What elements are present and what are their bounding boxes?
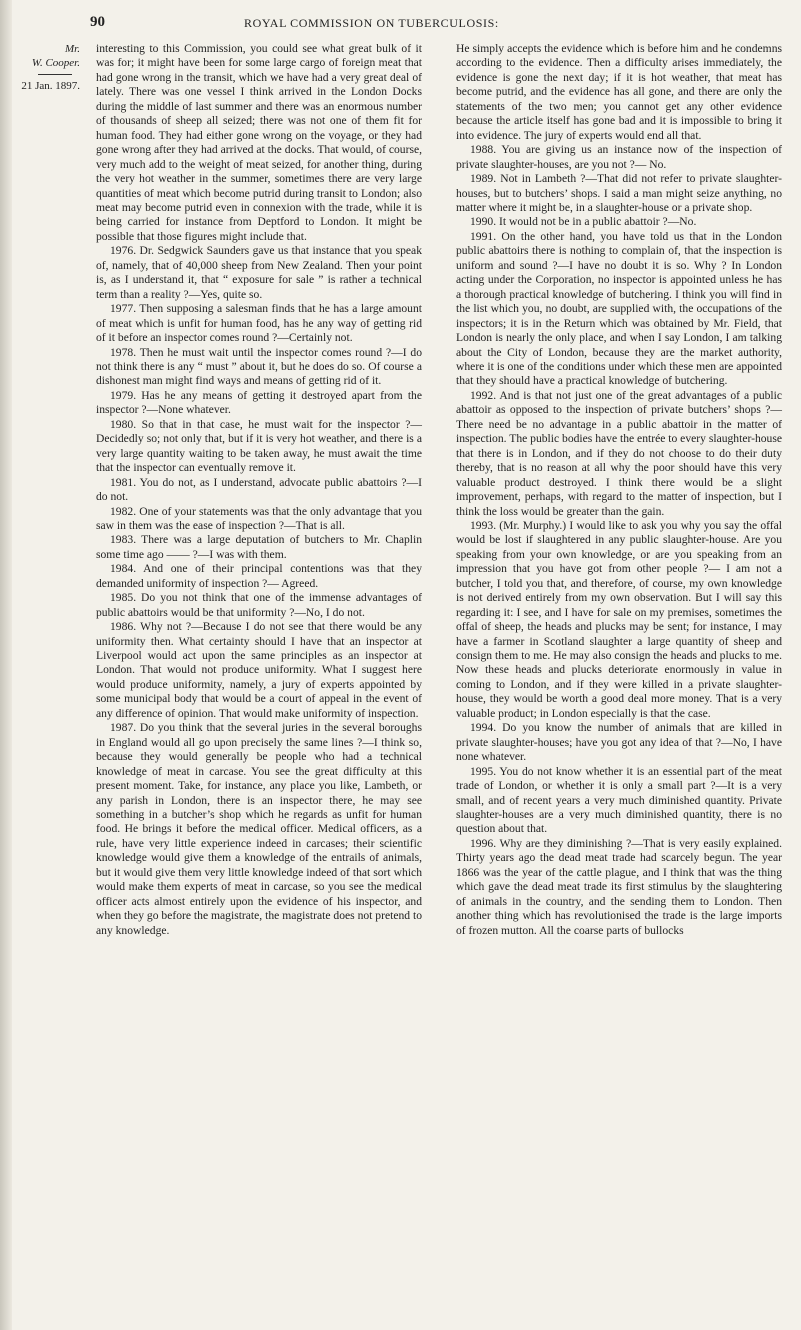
question-1984: 1984. And one of their principal contentions was that they demanded uniformity of inspection ?— Agreed. (96, 562, 422, 590)
testimony-date: 21 Jan. 1897. (21, 80, 80, 92)
page-binding-shadow (0, 0, 12, 1330)
question-1981: 1981. You do not, as I understand, advocate public abattoirs ?—I do not. (96, 475, 422, 504)
question-1977: 1977. Then supposing a salesman finds that he has a large amount of meat which is unfit for human food, has he any way of getting rid of it before an inspector comes round ?—Certainly not. (96, 302, 422, 345)
page-header (0, 8, 801, 32)
question-1980: 1980. So that in that case, he must wait for the inspector ?—Decidedly so; not only that, but if it is very hot weather, and there is a very large quantity waiting to be taken away, he must await the time that the inspector can eventually remove it. (96, 417, 422, 475)
question-1992: 1992. And is that not just one of the great advantages of a public abattoir as opposed to the inspection of private butchers’ shops ?—There need be no advantage in a public abattoir in the matter of inspection. The public bodies have the entrée to every slaughter-house that there is in London, and if they do not choose to do their duty thereby, that is no reason at all why the poor should have this very valuable product destroyed. I think there would be a slight improvement, perhaps, with regard to the matter of inspection, but I think the loss would be greater than the gain. (456, 388, 783, 518)
question-1993: 1993. (Mr. Murphy.) I would like to ask you why you say the offal would be lost if slaughtered in any public slaughter-house. Are you speaking from your own knowledge, or are you speaking from an impression that you have got from other people ?— I am not a butcher, I told you that, and therefore, of course, my own knowledge is not derived entirely from my own observation. But I will say this regarding it: I see, and I have for sale on my premises, sometimes the offal of sheep, the heads and plucks may be sent; for instance, I may have a farmer in Scotland slaughter a large quantity of sheep and consign them to me. He may also consign the heads and plucks to me. Now these heads and plucks deteriorate enormously in value in coming to London, and if they were killed in a private slaughter-house, they would be worth a good deal more money. That is a very valuable product; in London especially is that the case. (456, 518, 782, 720)
question-1994: 1994. Do you know the number of animals that are killed in private slaughter-houses; have you got any idea of that ?—No, I have none whatever. (456, 721, 782, 764)
question-1976: 1976. Dr. Sedgwick Saunders gave us that instance that you speak of, namely, that of 40,000 sheep from New Zealand. Then your point is, as I understand it, that “ exposure for sale ” is rather a technical term than a reality ?—Yes, quite so. (96, 244, 422, 301)
question-1990: 1990. It would not be in a public abattoir ?—No. (470, 215, 697, 229)
question-1983: 1983. There was a large deputation of butchers to Mr. Chaplin some time ago —— ?—I was with them. (96, 533, 422, 561)
margin-rule (38, 74, 72, 75)
margin-witness-note (12, 42, 84, 93)
question-1979: 1979. Has he any means of getting it destroyed apart from the inspector ?—None whatever. (96, 388, 422, 417)
left-column (96, 42, 422, 938)
witness-title: Mr. (65, 43, 80, 55)
question-1978: 1978. Then he must wait until the inspector comes round ?—I do not think there is any “ must ” about it, but he does do so. Of course a dishonest man might find ways and means of getting rid of it. (96, 345, 422, 388)
question-1987: 1987. Do you think that the several juries in the several boroughs in England would all go upon precisely the same lines ?—I think so, because they would generally be people who had a technical knowledge of meat in carcase. You see the great difficulty at this present moment. Take, for instance, any place you like, Lambeth, or any parish in London, there is an inspector there, he may see something in a butcher’s shop which he regards as unfit for human food. He brings it before the medical officer. Medical officers, as a rule, have very little experience indeed in carcases; their scientific knowledge would give them a knowledge of the entrails of animals, but it would give them very little knowledge indeed of that sort which would make them experts of meat in carcase, so you see the medical officer acts almost entirely upon the evidence of his inspector, and when they go before the magistrate, the magistrate does not pretend to any knowledge. (96, 721, 422, 937)
question-1988: 1988. You are giving us an instance now of the inspection of private slaughter-houses, are you not ?— No. (456, 143, 782, 171)
question-1991: 1991. On the other hand, you have told us that in the London public abattoirs there is nothing to complain of, that the inspection is uniform and sound ?—I have no doubt it is so. Why ? In London acting under the Corporation, no inspector is appointed unless he has a thorough practical knowledge of butchering. I think you will find in the list which you, no doubt, are supplied with, the occupations of the inspectors; it is in the Return which was obtained by Mr. Field, that London is nearly the only place, and when I say London, I am talking about the City of London, because they are the market authority, where it is one of the conditions under which these men are appointed that they should have a practical knowledge of butchering. (456, 229, 782, 388)
question-1996: 1996. Why are they diminishing ?—That is very easily explained. Thirty years ago the dead meat trade had scarcely begun. The year 1866 was the year of the cattle plague, and I think that was the thing which gave the dead meat trade its first stimulus by the slaughtering of animals in the country, and the sending them to London. Then another thing which has revolutionised the trade is the large imports of frozen mutton. All the coarse parts of bullocks (456, 836, 782, 937)
page-number: 90 (90, 14, 105, 30)
right-column (456, 42, 782, 938)
running-title: ROYAL COMMISSION ON TUBERCULOSIS: (244, 16, 499, 30)
question-1995: 1995. You do not know whether it is an essential part of the meat trade of London, or whether it is only a small part ?—It is a very small, and of recent years a very much diminished quantity. Private slaughter-houses are a very much diminished quantity, there is no question about that. (456, 764, 782, 836)
paragraph: He simply accepts the evidence which is before him and he condemns according to the evidence. Then a difficulty arises immediately, the evidence is gone the next day; if it is hot weather, that meat has become putrid, and the evidence has all gone, and there are only the statements of the two men; you cannot get any other evidence because the article itself has gone bad and it is impossible to bring it into evidence. The jury of experts would end all that. (456, 42, 782, 142)
witness-name: W. Cooper. (31, 57, 80, 69)
question-1989: 1989. Not in Lambeth ?—That did not refer to private slaughter-houses, but to butchers’ shops. I said a man might seize anything, no matter where it might be, in a slaughter-house or a private shop. (456, 172, 782, 214)
question-1985: 1985. Do you not think that one of the immense advantages of public abattoirs would be that uniformity ?—No, I do not. (96, 591, 422, 619)
question-1986: 1986. Why not ?—Because I do not see that there would be any uniformity then. What certainty should I have that an inspector at Liverpool would act upon the same principles as an inspector at London. That would not produce uniformity. What I suggest here would produce uniformity, namely, a jury of experts appointed by some municipal body that would be a court of appeal in the event of any difference of opinion. That would make uniformity of inspection. (96, 620, 422, 720)
question-1982: 1982. One of your statements was that the only advantage that you saw in them was the ease of inspection ?—That is all. (96, 504, 422, 532)
paragraph: interesting to this Commission, you could see what great bulk of it was for; it might have been for some large cargo of foreign meat that had gone wrong in the transit, which we have had a very great deal of lately. There was one vessel I think arrived in the London Docks during the middle of last summer and there was an enormous number of thousands of sheep all seized; there was not one of them fit for human food. They had either gone wrong on the voyage, or they had gone wrong after they had arrived at the docks. That would, of course, very much add to the weight of meat seized, for another thing, during the very hot weather in the summer, sometimes there are very large quantities of meat which become putrid during transit to London; also meat may become putrid even in connexion with the trade, while it is being carried for instance from Deptford to London. It might be possible that those figures might include that. (96, 42, 422, 243)
